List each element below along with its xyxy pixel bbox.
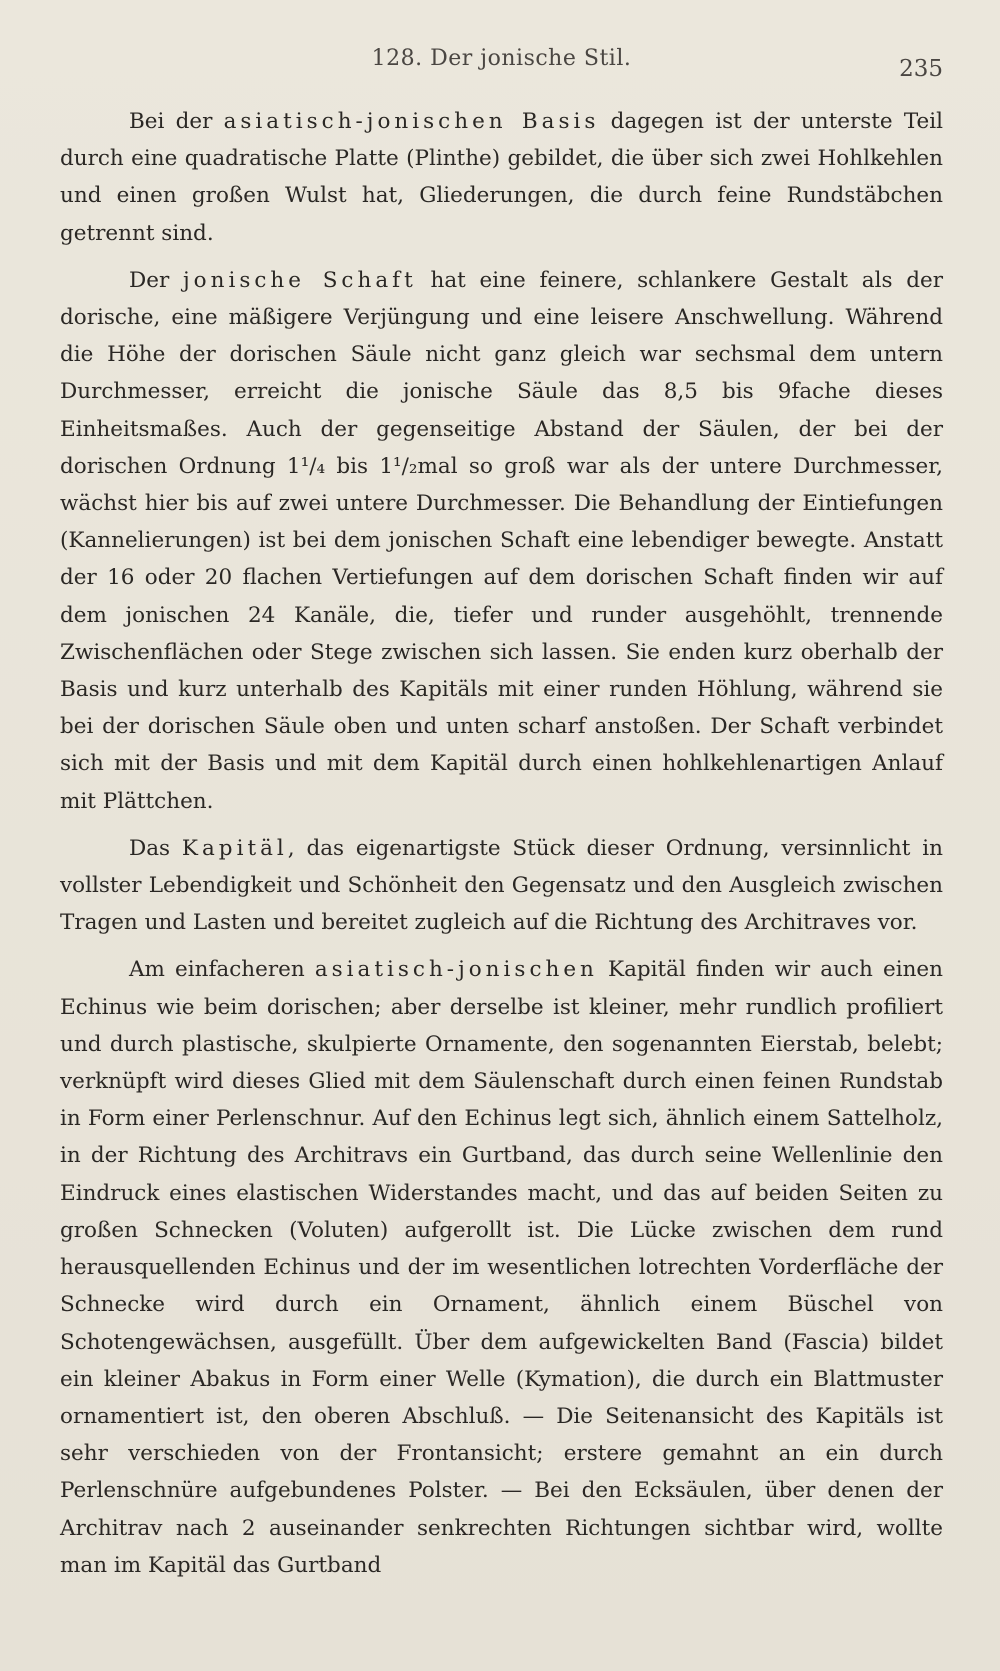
paragraph-text: Bei der: [129, 109, 224, 134]
paragraph-text: Das: [129, 835, 182, 861]
paragraph-asiatic-base: [60, 103, 943, 252]
paragraph-capital: [60, 830, 943, 942]
paragraph-asiatic-capital: [60, 951, 943, 1583]
page-header: [60, 46, 943, 86]
paragraph-ionic-shaft: [60, 262, 943, 820]
paragraph-text: Der: [129, 267, 183, 293]
paragraph-text: Kapitäl finden wir auch einen Echinus wie beim dorischen; aber derselbe ist kleiner, mehr rundlich profiliert und durch plastische, skulpierte Ornamente, den sogenannten Eierstab, belebt; verknüpft wird dieses Glied mit dem Säulenschaft durch einen feinen Rundstab in Form einer Perlenschnur. Auf den Echinus legt sich, ähnlich einem Sattelholz, in der Richtung des Architravs ein Gurtband, das durch seine Wellenlinie den Eindruck eines elastischen Widerstandes macht, und das auf beiden Seiten zu großen Schnecken (Voluten) aufgerollt ist. Die Lücke zwischen dem rund herausquellenden Echinus und der im wesentlichen lotrechten Vorderfläche der Schnecke wird durch ein Ornament, ähnlich einem Büschel von Schotengewächsen, ausgefüllt. Über dem aufgewickelten Band (Fascia) bildet ein kleiner Abakus in Form einer Welle (Kymation), die durch ein Blattmuster ornamentiert ist, den oberen Abschluß. — Die Seitenansicht des Kapitäls ist sehr verschieden von der Frontansicht; erstere gemahnt an ein durch Perlenschnüre aufgebundenes Polster. — Bei den Ecksäulen, über denen der Architrav nach 2 auseinander senkrechten Richtungen sichtbar wird, wollte man im Kapitäl das Gurtband: [60, 957, 943, 1578]
body-text: [60, 103, 943, 1594]
spaced-term: Kapitäl: [181, 835, 288, 861]
paragraph-text: hat eine feinere, schlankere Gestalt als der dorische, eine mäßigere Verjüngung und eine leisere Anschwellung. Während die Höhe der dorischen Säule nicht ganz gleich war sechsmal dem untern Durchmesser, erreicht die jonische Säule das 8,5 bis 9fache dieses Einheitsmaßes. Auch der gegenseitige Abstand der Säulen, der bei der dorischen Ordnung 1¹/₄ bis 1¹/₂mal so groß war als der untere Durchmesser, wächst hier bis auf zwei untere Durchmesser. Die Behandlung der Eintiefungen (Kannelierungen) ist bei dem jonischen Schaft eine lebendiger bewegte. Anstatt der 16 oder 20 flachen Vertiefungen auf dem dorischen Schaft finden wir auf dem jonischen 24 Kanäle, die, tiefer und runder ausgehöhlt, trennende Zwischenflächen oder Stege zwischen sich lassen. Sie enden kurz oberhalb der Basis und kurz unterhalb des Kapitäls mit einer runden Höhlung, während sie bei der dorischen Säule oben und unten scharf anstoßen. Der Schaft verbindet sich mit der Basis und mit dem Kapitäl durch einen hohlkehlenartigen Anlauf mit Plättchen.: [60, 267, 943, 814]
page-number: 235: [899, 56, 943, 82]
running-title: 128. Der jonische Stil.: [371, 46, 632, 71]
spaced-term: jonische Schaft: [182, 267, 417, 293]
spaced-term: asiatisch-jonischen: [314, 957, 598, 983]
paragraph-text: Am einfacheren: [129, 957, 315, 983]
paragraph-text: , das eigenartigste Stück dieser Ordnung, versinnlicht in vollster Lebendigkeit und Schönheit den Gegensatz und den Ausgleich zwischen Tragen und Lasten und bereitet zugleich auf die Richtung des Architraves vor.: [60, 835, 943, 936]
spaced-term: asiatisch-jonischen Basis: [223, 109, 600, 134]
paragraph-text: dagegen ist der unterste Teil durch eine quadratische Platte (Plinthe) gebildet, die über sich zwei Hohlkehlen und einen großen Wulst hat, Gliederungen, die durch feine Rundstäbchen getrennt sind.: [60, 109, 943, 246]
